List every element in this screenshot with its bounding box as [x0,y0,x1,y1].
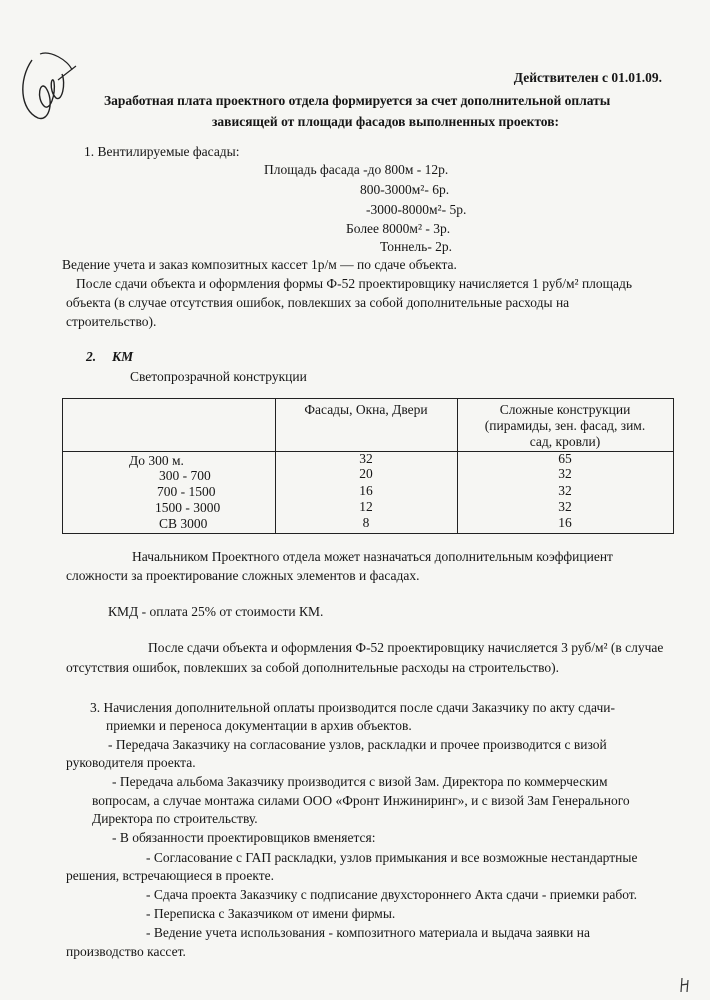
section3-line: - Переписка с Заказчиком от имени фирмы. [146,906,396,921]
table-cell: 32 [558,499,572,514]
table-header: Фасады, Окна, Двери [304,402,428,417]
section3-line: Директора по строительству. [92,811,258,826]
table-cell: 8 [362,515,370,530]
table-cell: 32 [359,451,373,466]
table-cell: 20 [359,466,373,481]
table-row-label: До 300 м. [129,453,184,468]
table-cell: 16 [558,515,572,530]
section3-line: - В обязанности проектировщиков вменяется: [112,830,376,845]
rate-line: Площадь фасада -до 800м - 12р. [264,162,449,177]
rate-line: Тоннель- 2р. [380,239,453,254]
table-header: сад, кровли) [529,434,601,449]
table-row-label: СВ 3000 [159,516,208,531]
paragraph: объекта (в случае отсутствия ошибок, повлекших за собой дополнительные расходы на [66,295,570,310]
table-cell: 32 [558,483,572,498]
table-header: (пирамиды, зен. фасад, зим. [484,418,646,433]
table-header: Сложные конструкции [499,402,631,417]
effective-date: Действителен с 01.01.09. [513,70,662,85]
table-row-label: 300 - 700 [159,468,211,483]
rate-line: 800-3000м²- 6р. [360,182,450,197]
signature-mark [10,40,80,130]
table-cell: 65 [558,451,572,466]
table-cell: 16 [359,483,373,498]
paragraph: Начальником Проектного отдела может назначаться дополнительным коэффициент [132,549,613,564]
section3-line: - Передача Заказчику на согласование узлов, раскладки и прочее производится с визой [108,737,607,752]
section3-line: - Передача альбома Заказчику производится с визой Зам. Директора по коммерческим [112,774,608,789]
page-corner-mark [678,976,694,994]
paragraph: После сдачи объекта и оформления формы Ф-52 проектировщику начисляется 1 руб/м² площадь [76,276,633,291]
section3-line: приемки и переноса документации в архив объектов. [106,718,412,733]
rates-table [62,398,674,534]
paragraph: отсутствия ошибок, повлекших за собой дополнительные расходы на строительство). [66,660,559,675]
section3-line: - Сдача проекта Заказчику с подписание двухстороннего Акта сдачи - приемки работ. [146,887,638,902]
table-row-label: 700 - 1500 [157,484,216,499]
section2-number: 2. [86,349,97,364]
table-cell: 32 [558,466,572,481]
section3-line: руководителя проекта. [66,755,196,770]
section2-subheading: Светопрозрачной конструкции [130,369,307,384]
section3-line: решения, встречающиеся в проекте. [66,868,274,883]
paragraph: КМД - оплата 25% от стоимости КМ. [108,604,324,619]
document-title-line2: зависящей от площади фасадов выполненных проектов: [212,114,560,129]
section3-line: вопросам, а случае монтажа силами ООО «Фронт Инжиниринг», и с визой Зам Генерального [92,793,630,808]
rate-line: Более 8000м² - 3р. [346,221,451,236]
section2-heading: КМ [112,349,134,364]
section1-heading: 1. Вентилируемые фасады: [84,144,240,159]
table-row-label: 1500 - 3000 [155,500,221,515]
rate-line: -3000-8000м²- 5р. [366,202,467,217]
paragraph: строительство). [66,314,157,329]
section3-line: - Согласование с ГАП раскладки, узлов примыкания и все возможные нестандартные [146,850,638,865]
paragraph: Ведение учета и заказ композитных кассет 1р/м — по сдаче объекта. [62,257,457,272]
section3-line: производство кассет. [66,944,186,959]
section3-line: 3. Начисления дополнительной оплаты производится после сдачи Заказчику по акту сдачи- [90,700,615,715]
paragraph: После сдачи объекта и оформления Ф-52 проектировщику начисляется 3 руб/м² (в случае [148,640,664,655]
document-title-line1: Заработная плата проектного отдела формируется за счет дополнительной оплаты [104,93,611,108]
section3-line: - Ведение учета использования - композитного материала и выдача заявки на [146,925,590,940]
table-cell: 12 [359,499,373,514]
paragraph: сложности за проектирование сложных элементов и фасадах. [66,568,420,583]
